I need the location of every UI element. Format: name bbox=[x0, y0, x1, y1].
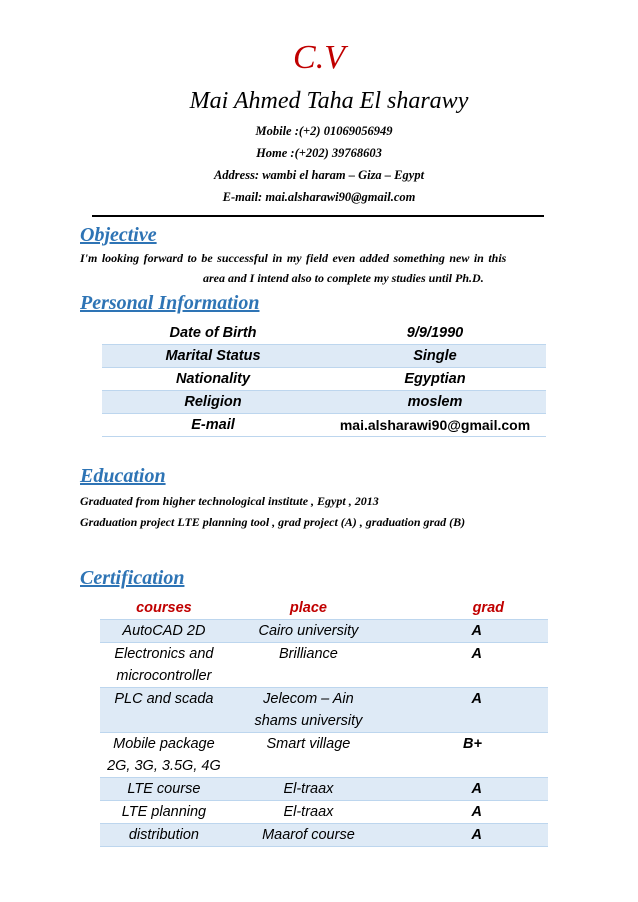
personal-info-row bbox=[102, 345, 546, 368]
certification-row bbox=[100, 620, 548, 643]
objective-line-1: I'm looking forward to be successful in my field even added something new in this bbox=[80, 251, 507, 265]
nationality-value: Egyptian bbox=[324, 368, 546, 391]
place-cell: Cairo university bbox=[228, 620, 389, 643]
person-name: Mai Ahmed Taha El sharawy bbox=[189, 88, 469, 114]
dob-value: 9/9/1990 bbox=[324, 322, 546, 345]
education-line-1: Graduated from higher technological institute , Egypt , 2013 bbox=[80, 494, 379, 508]
email-value: mai.alsharawi90@gmail.com bbox=[324, 414, 546, 437]
home-phone-text: Home :(+202) 39768603 bbox=[256, 146, 382, 160]
grade-cell: A bbox=[389, 643, 548, 688]
place-cell: El-traax bbox=[228, 801, 389, 824]
marital-status-value: Single bbox=[324, 345, 546, 368]
course-cell: Mobile package 2G, 3G, 3.5G, 4G bbox=[100, 733, 228, 778]
certification-row bbox=[100, 643, 548, 688]
dob-label: Date of Birth bbox=[102, 322, 324, 345]
place-cell: Brilliance bbox=[228, 643, 389, 688]
objective-line-2: area and I intend also to complete my studies until Ph.D. bbox=[203, 271, 484, 285]
education-line-2: Graduation project LTE planning tool , grad project (A) , graduation grad (B) bbox=[80, 515, 466, 529]
address-text: Address: wambi el haram – Giza – Egypt bbox=[213, 168, 425, 182]
personal-info-row bbox=[102, 368, 546, 391]
cv-header bbox=[0, 38, 638, 208]
place-cell: Smart village bbox=[228, 733, 389, 778]
header-divider bbox=[92, 215, 544, 217]
place-cell: Jelecom – Ain shams university bbox=[228, 688, 389, 733]
course-cell: LTE planning bbox=[100, 801, 228, 824]
grade-cell: A bbox=[389, 620, 548, 643]
certification-row bbox=[100, 824, 548, 847]
course-cell: Electronics and microcontroller bbox=[100, 643, 228, 688]
mobile-text: Mobile :(+2) 01069056949 bbox=[255, 124, 393, 138]
course-cell: distribution bbox=[100, 824, 228, 847]
certification-row bbox=[100, 733, 548, 778]
course-cell: PLC and scada bbox=[100, 688, 228, 733]
religion-label: Religion bbox=[102, 391, 324, 414]
cv-title: C.V bbox=[293, 39, 345, 76]
course-cell: AutoCAD 2D bbox=[100, 620, 228, 643]
grade-cell: B+ bbox=[389, 733, 548, 778]
place-header: place bbox=[228, 597, 389, 620]
education-heading: Education bbox=[80, 465, 166, 487]
objective-heading: Objective bbox=[80, 224, 157, 246]
place-cell: Maarof course bbox=[228, 824, 389, 847]
personal-info-row bbox=[102, 391, 546, 414]
course-cell: LTE course bbox=[100, 778, 228, 801]
certification-table bbox=[100, 597, 548, 847]
certification-row bbox=[100, 801, 548, 824]
email-label: E-mail bbox=[102, 414, 324, 437]
certification-row bbox=[100, 778, 548, 801]
grade-cell: A bbox=[389, 801, 548, 824]
certification-header-row bbox=[100, 597, 548, 620]
nationality-label: Nationality bbox=[102, 368, 324, 391]
personal-info-table bbox=[102, 322, 546, 437]
personal-info-heading: Personal Information bbox=[80, 292, 260, 314]
certification-row bbox=[100, 688, 548, 733]
personal-info-row bbox=[102, 322, 546, 345]
personal-info-row bbox=[102, 414, 546, 437]
grade-cell: A bbox=[389, 778, 548, 801]
marital-status-label: Marital Status bbox=[102, 345, 324, 368]
grade-cell: A bbox=[389, 688, 548, 733]
grade-cell: A bbox=[389, 824, 548, 847]
place-cell: El-traax bbox=[228, 778, 389, 801]
religion-value: moslem bbox=[324, 391, 546, 414]
courses-header: courses bbox=[100, 597, 228, 620]
email-text: E-mail: mai.alsharawi90@gmail.com bbox=[222, 190, 416, 204]
certification-heading: Certification bbox=[80, 567, 185, 589]
contact-block bbox=[0, 120, 638, 208]
grade-header: grad bbox=[389, 597, 548, 620]
